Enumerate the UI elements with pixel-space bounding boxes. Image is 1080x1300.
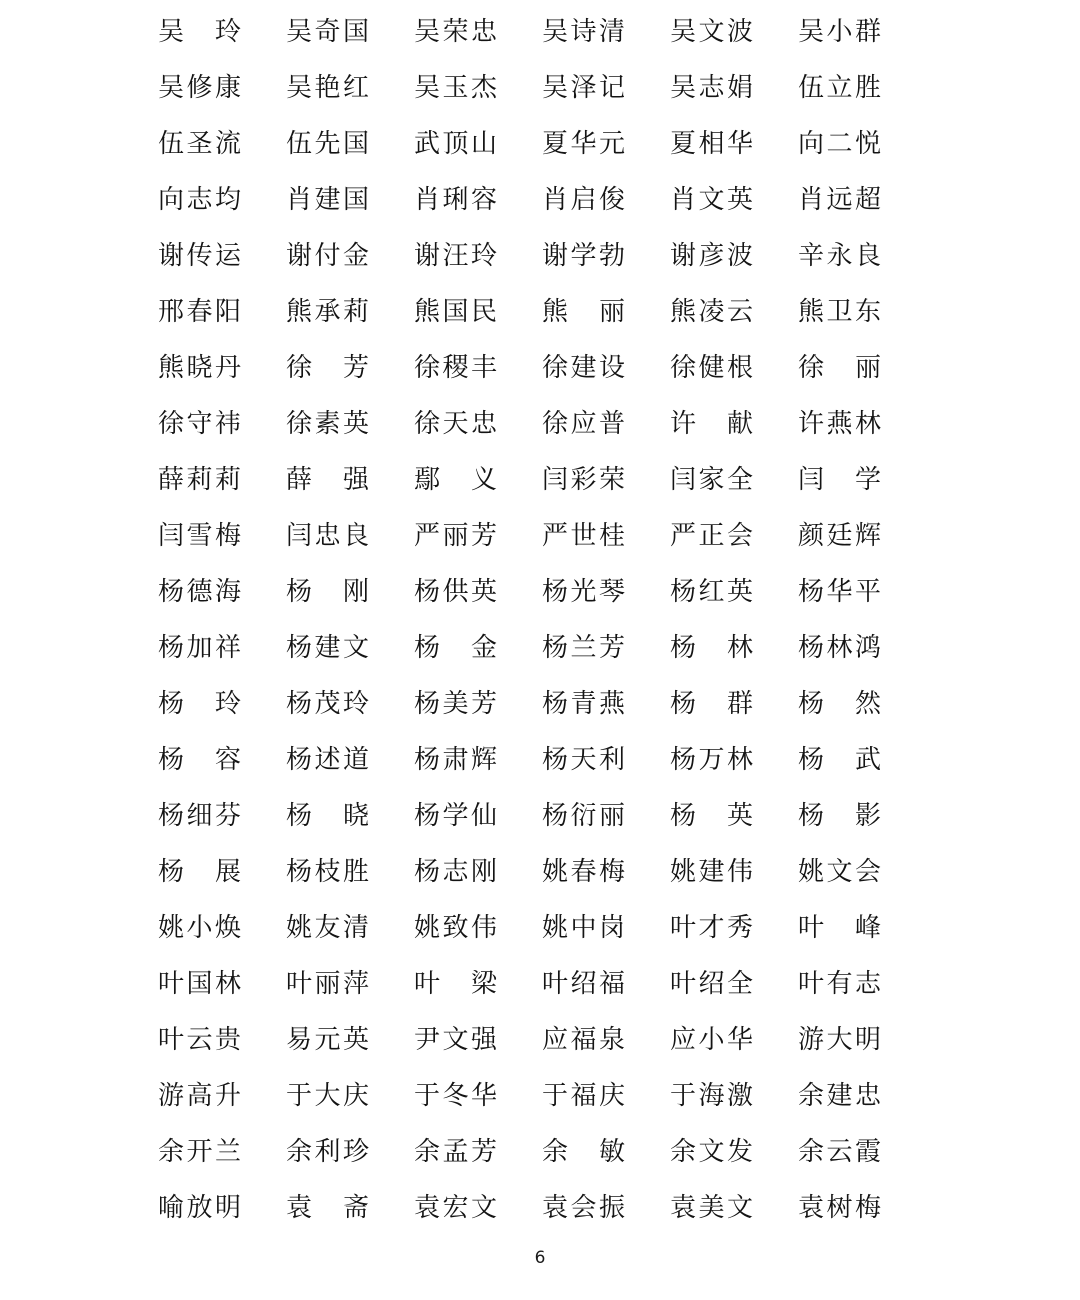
name-cell: 严正会 xyxy=(670,521,756,551)
name-cell: 熊国民 xyxy=(414,297,500,327)
name-cell: 向志均 xyxy=(158,185,244,215)
name-cell: 杨 刚 xyxy=(286,577,372,607)
name-cell: 闫忠良 xyxy=(286,521,372,551)
name-cell: 叶才秀 xyxy=(670,913,756,943)
name-cell: 余文发 xyxy=(670,1137,756,1167)
name-cell: 徐素英 xyxy=(286,409,372,439)
name-cell: 杨茂玲 xyxy=(286,689,372,719)
name-cell: 肖远超 xyxy=(798,185,884,215)
name-cell: 袁宏文 xyxy=(414,1193,500,1223)
name-cell: 袁树梅 xyxy=(798,1193,884,1223)
name-cell: 叶云贵 xyxy=(158,1025,244,1055)
name-cell: 杨 英 xyxy=(670,801,756,831)
name-cell: 喻放明 xyxy=(158,1193,244,1223)
page-number: 6 xyxy=(534,1248,546,1268)
name-cell: 肖启俊 xyxy=(542,185,628,215)
name-cell: 杨 然 xyxy=(798,689,884,719)
name-cell: 伍立胜 xyxy=(798,73,884,103)
page-footer xyxy=(0,1248,1080,1268)
name-cell: 武顶山 xyxy=(414,129,500,159)
name-cell: 杨 容 xyxy=(158,745,244,775)
name-cell: 姚建伟 xyxy=(670,857,756,887)
name-cell: 辛永良 xyxy=(798,241,884,271)
name-cell: 严丽芳 xyxy=(414,521,500,551)
name-cell: 杨林鸿 xyxy=(798,633,884,663)
name-cell: 闫雪梅 xyxy=(158,521,244,551)
name-cell: 叶 峰 xyxy=(798,913,884,943)
name-cell: 肖琍容 xyxy=(414,185,500,215)
name-cell: 姚春梅 xyxy=(542,857,628,887)
name-cell: 夏华元 xyxy=(542,129,628,159)
name-cell: 吴泽记 xyxy=(542,73,628,103)
name-cell: 吴志娟 xyxy=(670,73,756,103)
name-cell: 薛莉莉 xyxy=(158,465,244,495)
name-cell: 杨建文 xyxy=(286,633,372,663)
name-cell: 吴玉杰 xyxy=(414,73,500,103)
name-cell: 谢彦波 xyxy=(670,241,756,271)
name-cell: 叶丽萍 xyxy=(286,969,372,999)
name-cell: 杨青燕 xyxy=(542,689,628,719)
name-cell: 肖建国 xyxy=(286,185,372,215)
name-cell: 杨华平 xyxy=(798,577,884,607)
name-cell: 杨加祥 xyxy=(158,633,244,663)
name-cell: 杨 林 xyxy=(670,633,756,663)
name-cell: 杨学仙 xyxy=(414,801,500,831)
name-cell: 杨 玲 xyxy=(158,689,244,719)
name-cell: 杨美芳 xyxy=(414,689,500,719)
name-cell: 颜廷辉 xyxy=(798,521,884,551)
name-cell: 杨红英 xyxy=(670,577,756,607)
name-cell: 徐健根 xyxy=(670,353,756,383)
name-cell: 严世桂 xyxy=(542,521,628,551)
name-cell: 姚中岗 xyxy=(542,913,628,943)
name-cell: 薛 强 xyxy=(286,465,372,495)
name-cell: 熊凌云 xyxy=(670,297,756,327)
name-cell: 杨德海 xyxy=(158,577,244,607)
name-cell: 姚文会 xyxy=(798,857,884,887)
name-cell: 杨 群 xyxy=(670,689,756,719)
name-cell: 杨天利 xyxy=(542,745,628,775)
name-cell: 吴奇国 xyxy=(286,17,372,47)
name-cell: 熊晓丹 xyxy=(158,353,244,383)
name-cell: 游高升 xyxy=(158,1081,244,1111)
name-cell: 叶 梁 xyxy=(414,969,500,999)
name-cell: 袁会振 xyxy=(542,1193,628,1223)
name-cell: 姚小焕 xyxy=(158,913,244,943)
name-cell: 余利珍 xyxy=(286,1137,372,1167)
name-cell: 吴文波 xyxy=(670,17,756,47)
name-cell: 杨 武 xyxy=(798,745,884,775)
name-cell: 余建忠 xyxy=(798,1081,884,1111)
name-cell: 杨 影 xyxy=(798,801,884,831)
name-cell: 于冬华 xyxy=(414,1081,500,1111)
name-cell: 杨 展 xyxy=(158,857,244,887)
name-cell: 于福庆 xyxy=(542,1081,628,1111)
name-cell: 游大明 xyxy=(798,1025,884,1055)
name-cell: 许 献 xyxy=(670,409,756,439)
name-cell: 徐 芳 xyxy=(286,353,372,383)
name-cell: 袁美文 xyxy=(670,1193,756,1223)
name-cell: 杨志刚 xyxy=(414,857,500,887)
name-cell: 叶国林 xyxy=(158,969,244,999)
name-cell: 于海激 xyxy=(670,1081,756,1111)
name-cell: 徐稷丰 xyxy=(414,353,500,383)
name-cell: 杨衍丽 xyxy=(542,801,628,831)
name-cell: 杨 金 xyxy=(414,633,500,663)
name-cell: 杨述道 xyxy=(286,745,372,775)
name-cell: 杨光琴 xyxy=(542,577,628,607)
name-cell: 余开兰 xyxy=(158,1137,244,1167)
name-cell: 叶绍全 xyxy=(670,969,756,999)
name-cell: 谢学勃 xyxy=(542,241,628,271)
name-cell: 杨肃辉 xyxy=(414,745,500,775)
name-cell: 伍圣流 xyxy=(158,129,244,159)
name-cell: 徐 丽 xyxy=(798,353,884,383)
name-cell: 谢汪玲 xyxy=(414,241,500,271)
name-cell: 余孟芳 xyxy=(414,1137,500,1167)
name-cell: 邢春阳 xyxy=(158,297,244,327)
name-cell: 熊承莉 xyxy=(286,297,372,327)
name-cell: 吴荣忠 xyxy=(414,17,500,47)
name-cell: 许燕林 xyxy=(798,409,884,439)
name-cell: 夏相华 xyxy=(670,129,756,159)
name-cell: 于大庆 xyxy=(286,1081,372,1111)
name-cell: 闫 学 xyxy=(798,465,884,495)
name-cell: 叶绍福 xyxy=(542,969,628,999)
name-cell: 应福泉 xyxy=(542,1025,628,1055)
name-cell: 杨细芬 xyxy=(158,801,244,831)
name-cell: 徐建设 xyxy=(542,353,628,383)
name-cell: 向二悦 xyxy=(798,129,884,159)
name-cell: 肖文英 xyxy=(670,185,756,215)
name-cell: 杨供英 xyxy=(414,577,500,607)
name-grid xyxy=(158,4,926,1236)
name-cell: 杨枝胜 xyxy=(286,857,372,887)
name-cell: 吴诗清 xyxy=(542,17,628,47)
name-cell: 谢付金 xyxy=(286,241,372,271)
name-cell: 闫彩荣 xyxy=(542,465,628,495)
name-cell: 闫家全 xyxy=(670,465,756,495)
name-cell: 熊 丽 xyxy=(542,297,628,327)
name-cell: 余云霞 xyxy=(798,1137,884,1167)
name-cell: 徐守祎 xyxy=(158,409,244,439)
name-cell: 杨兰芳 xyxy=(542,633,628,663)
name-cell: 鄢 义 xyxy=(414,465,500,495)
name-cell: 杨万林 xyxy=(670,745,756,775)
name-cell: 谢传运 xyxy=(158,241,244,271)
name-cell: 余 敏 xyxy=(542,1137,628,1167)
name-cell: 杨 晓 xyxy=(286,801,372,831)
name-cell: 徐应普 xyxy=(542,409,628,439)
name-cell: 吴小群 xyxy=(798,17,884,47)
name-cell: 熊卫东 xyxy=(798,297,884,327)
name-cell: 叶有志 xyxy=(798,969,884,999)
name-cell: 徐天忠 xyxy=(414,409,500,439)
name-cell: 应小华 xyxy=(670,1025,756,1055)
name-cell: 吴修康 xyxy=(158,73,244,103)
name-cell: 姚致伟 xyxy=(414,913,500,943)
name-cell: 吴 玲 xyxy=(158,17,244,47)
name-cell: 姚友清 xyxy=(286,913,372,943)
name-cell: 袁 斋 xyxy=(286,1193,372,1223)
name-cell: 尹文强 xyxy=(414,1025,500,1055)
name-cell: 伍先国 xyxy=(286,129,372,159)
name-cell: 吴艳红 xyxy=(286,73,372,103)
name-cell: 易元英 xyxy=(286,1025,372,1055)
